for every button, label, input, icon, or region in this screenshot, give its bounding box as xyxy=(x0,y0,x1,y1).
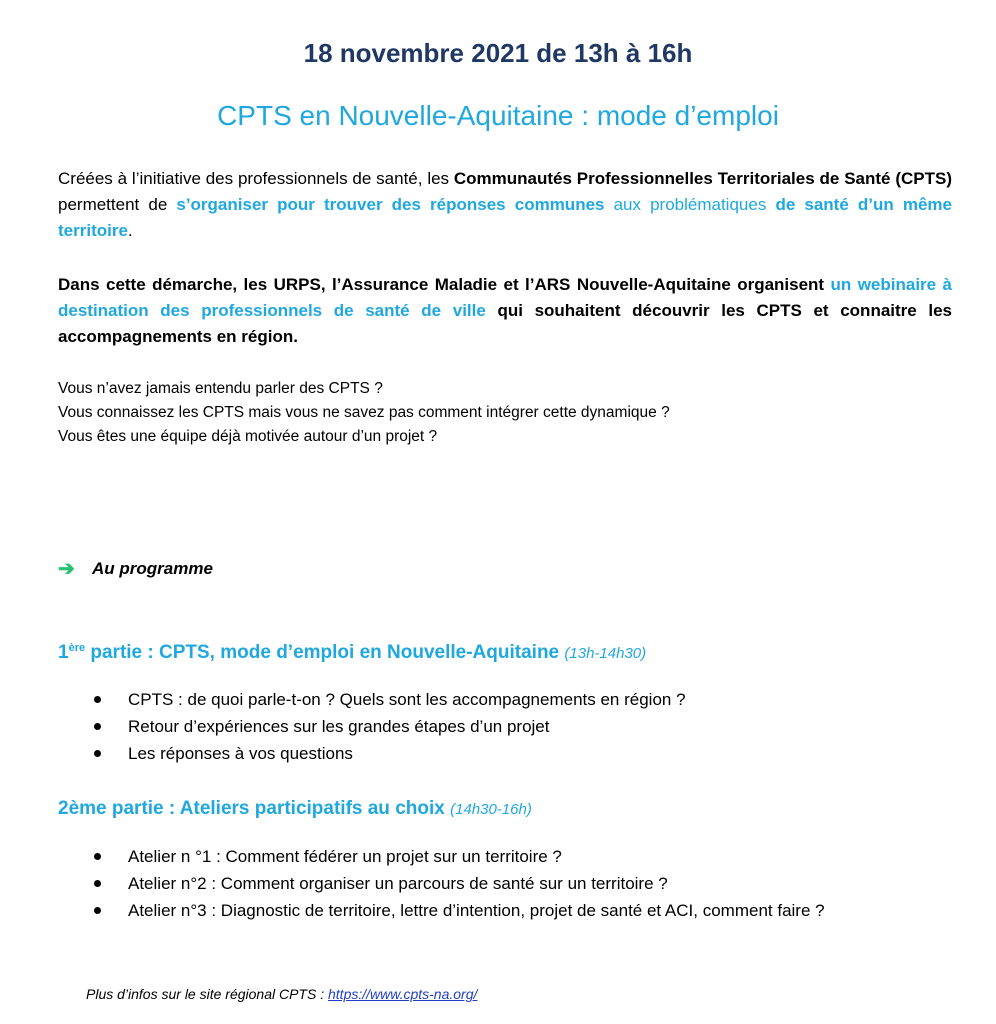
bullet-icon xyxy=(94,723,101,730)
list-item: CPTS : de quoi parle-t-on ? Quels sont les accompagnements en région ? xyxy=(92,686,912,713)
question-line: Vous connaissez les CPTS mais vous ne savez pas comment intégrer cette dynamique ? xyxy=(58,404,670,421)
list-item: Atelier n°3 : Diagnostic de territoire, lettre d’intention, projet de santé et ACI, comment faire ? xyxy=(92,897,912,924)
bullet-icon xyxy=(94,880,101,887)
document-subtitle: CPTS en Nouvelle-Aquitaine : mode d’emploi xyxy=(217,100,779,131)
arrow-right-icon: ➔ xyxy=(58,558,75,580)
question-line: Vous êtes une équipe déjà motivée autour d’un projet ? xyxy=(58,428,438,445)
bullet-icon xyxy=(94,696,101,703)
part-1-time: (13h-14h30) xyxy=(564,645,647,662)
intro-paragraph-2: Dans cette démarche, les URPS, l’Assurance Maladie et l’ARS Nouvelle-Aquitaine organisent un webinaire à destination des professionnels de santé de ville qui souhaitent découvrir les CPTS et connaitre les accompagnements en région. xyxy=(58,275,952,346)
list-item: Atelier n°2 : Comment organiser un parcours de santé sur un territoire ? xyxy=(92,870,912,897)
part-2-list xyxy=(92,843,912,924)
list-item: Les réponses à vos questions xyxy=(92,740,912,767)
part-2-time: (14h30-16h) xyxy=(450,801,532,818)
intro-paragraph-1: Créées à l’initiative des professionnels de santé, les Communautés Professionnelles Territoriales de Santé (CPTS) permettent de s’organiser pour trouver des réponses communes aux problématiques de santé d’un même territoire. xyxy=(58,169,952,240)
bullet-icon xyxy=(94,750,101,757)
list-item: Retour d’expériences sur les grandes étapes d’un projet xyxy=(92,713,912,740)
question-line: Vous n’avez jamais entendu parler des CPTS ? xyxy=(58,380,383,397)
event-date: 18 novembre 2021 de 13h à 16h xyxy=(303,38,693,68)
list-item: Atelier n °1 : Comment fédérer un projet sur un territoire ? xyxy=(92,843,912,870)
website-link[interactable]: https://www.cpts-na.org/ xyxy=(328,986,478,1002)
programme-heading xyxy=(58,556,213,581)
bullet-icon xyxy=(94,853,101,860)
bullet-icon xyxy=(94,907,101,914)
part-1-title: 1ère partie : CPTS, mode d’emploi en Nouvelle-Aquitaine (13h-14h30) xyxy=(58,642,647,663)
programme-label: Au programme xyxy=(92,558,213,578)
footer-note: Plus d’infos sur le site régional CPTS : https://www.cpts-na.org/ xyxy=(86,986,478,1002)
part-2-title: 2ème partie : Ateliers participatifs au choix (14h30-16h) xyxy=(58,798,532,819)
part-1-list xyxy=(92,686,912,767)
